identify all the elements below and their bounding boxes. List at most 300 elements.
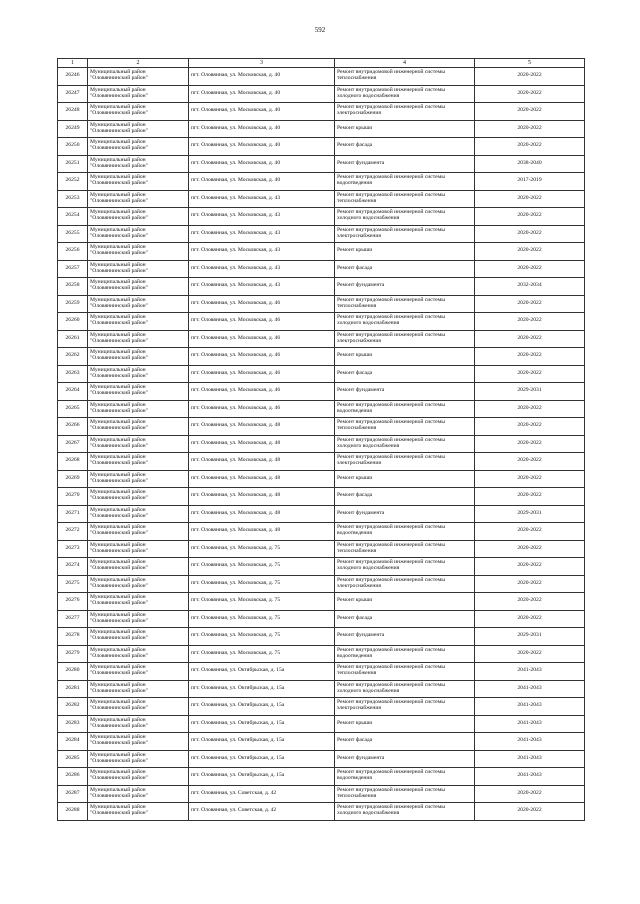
municipality-line-2: "Оловяннинский район" [90, 442, 148, 449]
municipality-cell [88, 540, 189, 558]
municipality-line-2: "Оловяннинский район" [90, 740, 148, 747]
header-col-4: 4 [335, 59, 475, 68]
municipality-line-1: Муниципальный район [90, 279, 146, 286]
municipality-cell [88, 488, 189, 506]
period-cell: 2020-2022 [475, 138, 585, 156]
municipality-line-1: Муниципальный район [90, 594, 146, 601]
row-number: 26269 [58, 470, 88, 488]
work-type-cell [335, 750, 475, 768]
address-cell: пгт. Оловянная, ул. Московская, д. 40 [189, 103, 335, 121]
period-cell: 2020-2022 [475, 243, 585, 261]
header-col-1: 1 [58, 59, 88, 68]
municipality-cell [88, 750, 189, 768]
row-number: 26263 [58, 365, 88, 383]
address-cell: пгт. Оловянная, ул. Московская, д. 48 [189, 488, 335, 506]
municipality-line-1: Муниципальный район [90, 681, 146, 688]
table-row [58, 715, 585, 733]
header-col-3: 3 [189, 59, 335, 68]
municipality-line-2: "Оловяннинский район" [90, 320, 148, 327]
address-cell: пгт. Оловянная, ул. Московская, д. 48 [189, 453, 335, 471]
address-cell: пгт. Оловянная, ул. Московская, д. 75 [189, 628, 335, 646]
row-number: 26250 [58, 138, 88, 156]
address-cell: пгт. Оловянная, ул. Московская, д. 46 [189, 295, 335, 313]
table-row [58, 120, 585, 138]
row-number: 26261 [58, 330, 88, 348]
table-row [58, 348, 585, 366]
address-cell: пгт. Оловянная, ул. Октябрьская, д. 15а [189, 680, 335, 698]
work-type-line-2: холодного водоснабжения [337, 215, 400, 222]
table-row [58, 680, 585, 698]
work-type-line-1: Ремонт крыши [337, 352, 373, 359]
work-type-line-1: Ремонт внутридомовой инженерной системы [337, 296, 445, 303]
municipality-line-2: "Оловяннинский район" [90, 285, 148, 292]
work-type-line-1: Ремонт внутридомовой инженерной системы [337, 419, 445, 426]
period-cell: 2020-2022 [475, 365, 585, 383]
municipality-line-2: "Оловяннинский район" [90, 792, 148, 799]
period-cell: 2041-2043 [475, 715, 585, 733]
work-type-line-1: Ремонт фундамента [337, 509, 385, 516]
municipality-cell [88, 645, 189, 663]
municipality-line-1: Муниципальный район [90, 261, 146, 268]
address-cell: пгт. Оловянная, ул. Московская, д. 48 [189, 435, 335, 453]
work-type-cell [335, 278, 475, 296]
work-type-line-2: электроснабжения [337, 582, 381, 589]
municipality-line-2: "Оловяннинский район" [90, 425, 148, 432]
municipality-line-1: Муниципальный район [90, 471, 146, 478]
municipality-line-1: Муниципальный район [90, 349, 146, 356]
work-type-line-2: теплоснабжения [337, 302, 377, 309]
address-cell: пгт. Оловянная, ул. Московская, д. 43 [189, 208, 335, 226]
address-cell: пгт. Оловянная, ул. Московская, д. 40 [189, 173, 335, 191]
municipality-line-2: "Оловяннинский район" [90, 162, 148, 169]
work-type-cell [335, 383, 475, 401]
municipality-line-1: Муниципальный район [90, 611, 146, 618]
table-row [58, 453, 585, 471]
period-cell: 2020-2022 [475, 593, 585, 611]
work-type-cell [335, 505, 475, 523]
municipality-line-2: "Оловяннинский район" [90, 670, 148, 677]
table-row [58, 733, 585, 751]
work-type-cell [335, 575, 475, 593]
municipality-line-1: Муниципальный район [90, 384, 146, 391]
period-cell: 2020-2022 [475, 313, 585, 331]
municipality-cell [88, 558, 189, 576]
row-number: 26273 [58, 540, 88, 558]
municipality-line-1: Муниципальный район [90, 86, 146, 93]
row-number: 26271 [58, 505, 88, 523]
table-row [58, 330, 585, 348]
address-cell: пгт. Оловянная, ул. Московская, д. 75 [189, 593, 335, 611]
table-row [58, 610, 585, 628]
municipality-line-1: Муниципальный район [90, 524, 146, 531]
work-type-cell [335, 365, 475, 383]
row-number: 26281 [58, 680, 88, 698]
municipality-line-1: Муниципальный район [90, 436, 146, 443]
work-type-line-2: водоотведения [337, 407, 372, 414]
municipality-cell [88, 715, 189, 733]
row-number: 26285 [58, 750, 88, 768]
work-type-cell [335, 663, 475, 681]
work-type-cell [335, 313, 475, 331]
row-number: 26274 [58, 558, 88, 576]
period-cell: 2020-2022 [475, 785, 585, 803]
municipality-line-2: "Оловяннинский район" [90, 810, 148, 817]
municipality-line-1: Муниципальный район [90, 454, 146, 461]
municipality-cell [88, 138, 189, 156]
work-type-line-1: Ремонт внутридомовой инженерной системы [337, 454, 445, 461]
table-row [58, 103, 585, 121]
work-type-line-1: Ремонт фасада [337, 492, 373, 499]
period-cell: 2020-2022 [475, 208, 585, 226]
work-type-line-1: Ремонт внутридомовой инженерной системы [337, 681, 445, 688]
municipality-line-2: "Оловяннинский район" [90, 372, 148, 379]
municipality-line-1: Муниципальный район [90, 156, 146, 163]
work-type-line-1: Ремонт внутридомовой инженерной системы [337, 541, 445, 548]
row-number: 26258 [58, 278, 88, 296]
table-row [58, 208, 585, 226]
municipality-line-2: "Оловяннинский район" [90, 757, 148, 764]
period-cell: 2020-2022 [475, 523, 585, 541]
municipality-line-2: "Оловяннинский район" [90, 92, 148, 99]
table-row [58, 260, 585, 278]
work-type-cell [335, 453, 475, 471]
table-body [58, 68, 585, 821]
row-number: 26288 [58, 803, 88, 821]
municipality-line-2: "Оловяннинский район" [90, 407, 148, 414]
municipality-line-1: Муниципальный район [90, 769, 146, 776]
address-cell: пгт. Оловянная, ул. Московская, д. 43 [189, 243, 335, 261]
row-number: 26283 [58, 715, 88, 733]
municipality-cell [88, 610, 189, 628]
work-type-cell [335, 85, 475, 103]
capital-repair-table [57, 58, 585, 821]
work-type-line-1: Ремонт фасада [337, 737, 373, 744]
municipality-line-1: Муниципальный район [90, 121, 146, 128]
municipality-line-2: "Оловяннинский район" [90, 215, 148, 222]
work-type-cell [335, 225, 475, 243]
table-row [58, 400, 585, 418]
work-type-cell [335, 733, 475, 751]
municipality-line-1: Муниципальный район [90, 489, 146, 496]
address-cell: пгт. Оловянная, ул. Октябрьская, д. 15а [189, 715, 335, 733]
municipality-cell [88, 663, 189, 681]
address-cell: пгт. Оловянная, ул. Московская, д. 46 [189, 330, 335, 348]
period-cell: 2020-2022 [475, 470, 585, 488]
period-cell: 2020-2022 [475, 85, 585, 103]
municipality-cell [88, 225, 189, 243]
address-cell: пгт. Оловянная, ул. Октябрьская, д. 15а [189, 663, 335, 681]
work-type-cell [335, 540, 475, 558]
work-type-line-2: водоотведения [337, 530, 372, 537]
municipality-line-2: "Оловяннинский район" [90, 512, 148, 519]
municipality-cell [88, 365, 189, 383]
work-type-cell [335, 103, 475, 121]
row-number: 26279 [58, 645, 88, 663]
period-cell: 2041-2043 [475, 698, 585, 716]
table-row [58, 803, 585, 821]
municipality-line-2: "Оловяннинский район" [90, 390, 148, 397]
address-cell: пгт. Оловянная, ул. Московская, д. 40 [189, 68, 335, 86]
row-number: 26246 [58, 68, 88, 86]
period-cell: 2020-2022 [475, 260, 585, 278]
table-row [58, 225, 585, 243]
period-cell: 2029-2031 [475, 628, 585, 646]
period-cell: 2029-2031 [475, 383, 585, 401]
address-cell: пгт. Оловянная, ул. Московская, д. 75 [189, 575, 335, 593]
municipality-line-1: Муниципальный район [90, 174, 146, 181]
table-row [58, 593, 585, 611]
table-row [58, 313, 585, 331]
work-type-line-2: водоотведения [337, 652, 372, 659]
address-cell: пгт. Оловянная, ул. Московская, д. 43 [189, 260, 335, 278]
municipality-cell [88, 435, 189, 453]
municipality-line-1: Муниципальный район [90, 716, 146, 723]
municipality-cell [88, 173, 189, 191]
row-number: 26257 [58, 260, 88, 278]
municipality-line-1: Муниципальный район [90, 296, 146, 303]
work-type-line-1: Ремонт крыши [337, 474, 373, 481]
work-type-line-2: холодного водоснабжения [337, 687, 400, 694]
municipality-line-2: "Оловяннинский район" [90, 180, 148, 187]
municipality-cell [88, 155, 189, 173]
municipality-line-2: "Оловяннинский район" [90, 75, 148, 82]
row-number: 26254 [58, 208, 88, 226]
work-type-line-2: теплоснабжения [337, 197, 377, 204]
municipality-line-1: Муниципальный район [90, 69, 146, 76]
municipality-line-1: Муниципальный район [90, 401, 146, 408]
municipality-line-2: "Оловяннинский район" [90, 250, 148, 257]
work-type-cell [335, 418, 475, 436]
work-type-cell [335, 260, 475, 278]
municipality-line-2: "Оловяннинский район" [90, 355, 148, 362]
row-number: 26280 [58, 663, 88, 681]
period-cell: 2020-2022 [475, 488, 585, 506]
municipality-line-2: "Оловяннинский район" [90, 705, 148, 712]
period-cell: 2020-2022 [475, 803, 585, 821]
work-type-line-1: Ремонт внутридомовой инженерной системы [337, 226, 445, 233]
table-row [58, 155, 585, 173]
work-type-line-1: Ремонт внутридомовой инженерной системы [337, 104, 445, 111]
work-type-line-1: Ремонт внутридомовой инженерной системы [337, 576, 445, 583]
row-number: 26276 [58, 593, 88, 611]
work-type-cell [335, 698, 475, 716]
municipality-cell [88, 785, 189, 803]
municipality-line-2: "Оловяннинский район" [90, 565, 148, 572]
row-number: 26265 [58, 400, 88, 418]
row-number: 26268 [58, 453, 88, 471]
period-cell: 2032-2034 [475, 278, 585, 296]
address-cell: пгт. Оловянная, ул. Московская, д. 40 [189, 120, 335, 138]
work-type-line-1: Ремонт фундамента [337, 632, 385, 639]
work-type-line-2: электроснабжения [337, 232, 381, 239]
municipality-line-2: "Оловяннинский район" [90, 687, 148, 694]
municipality-cell [88, 803, 189, 821]
municipality-line-1: Муниципальный район [90, 646, 146, 653]
address-cell: пгт. Оловянная, ул. Московская, д. 48 [189, 470, 335, 488]
work-type-cell [335, 523, 475, 541]
table-row [58, 558, 585, 576]
period-cell: 2020-2022 [475, 453, 585, 471]
work-type-line-1: Ремонт внутридомовой инженерной системы [337, 646, 445, 653]
address-cell: пгт. Оловянная, ул. Московская, д. 75 [189, 558, 335, 576]
municipality-line-2: "Оловяннинский район" [90, 652, 148, 659]
work-type-line-1: Ремонт внутридомовой инженерной системы [337, 314, 445, 321]
municipality-line-2: "Оловяннинский район" [90, 617, 148, 624]
municipality-line-2: "Оловяннинский район" [90, 460, 148, 467]
period-cell: 2020-2022 [475, 575, 585, 593]
period-cell: 2041-2043 [475, 768, 585, 786]
work-type-cell [335, 558, 475, 576]
work-type-line-1: Ремонт внутридомовой инженерной системы [337, 804, 445, 811]
work-type-cell [335, 593, 475, 611]
row-number: 26282 [58, 698, 88, 716]
municipality-line-2: "Оловяннинский район" [90, 547, 148, 554]
work-type-line-1: Ремонт внутридомовой инженерной системы [337, 436, 445, 443]
table-row [58, 663, 585, 681]
municipality-line-2: "Оловяннинский район" [90, 635, 148, 642]
row-number: 26247 [58, 85, 88, 103]
municipality-cell [88, 400, 189, 418]
period-cell: 2020-2022 [475, 330, 585, 348]
municipality-line-1: Муниципальный район [90, 139, 146, 146]
address-cell: пгт. Оловянная, ул. Московская, д. 48 [189, 523, 335, 541]
municipality-line-2: "Оловяннинский район" [90, 495, 148, 502]
table-row [58, 505, 585, 523]
municipality-line-1: Муниципальный район [90, 541, 146, 548]
work-type-line-2: холодного водоснабжения [337, 810, 400, 817]
address-cell: пгт. Оловянная, ул. Октябрьская, д. 15а [189, 768, 335, 786]
municipality-line-1: Муниципальный район [90, 751, 146, 758]
row-number: 26267 [58, 435, 88, 453]
row-number: 26256 [58, 243, 88, 261]
table-row [58, 628, 585, 646]
municipality-cell [88, 190, 189, 208]
municipality-line-2: "Оловяннинский район" [90, 127, 148, 134]
work-type-cell [335, 628, 475, 646]
work-type-line-1: Ремонт фасада [337, 142, 373, 149]
work-type-cell [335, 645, 475, 663]
work-type-cell [335, 470, 475, 488]
period-cell: 2041-2043 [475, 680, 585, 698]
municipality-line-2: "Оловяннинский район" [90, 302, 148, 309]
table-row [58, 750, 585, 768]
work-type-cell [335, 68, 475, 86]
municipality-cell [88, 295, 189, 313]
work-type-line-2: электроснабжения [337, 337, 381, 344]
municipality-line-2: "Оловяннинский район" [90, 600, 148, 607]
municipality-line-2: "Оловяннинский район" [90, 530, 148, 537]
municipality-line-2: "Оловяннинский район" [90, 197, 148, 204]
municipality-cell [88, 505, 189, 523]
period-cell: 2020-2022 [475, 645, 585, 663]
address-cell: пгт. Оловянная, ул. Московская, д. 48 [189, 505, 335, 523]
work-type-line-1: Ремонт крыши [337, 247, 373, 254]
period-cell: 2020-2022 [475, 68, 585, 86]
work-type-line-1: Ремонт внутридомовой инженерной системы [337, 401, 445, 408]
municipality-line-1: Муниципальный район [90, 104, 146, 111]
municipality-line-1: Муниципальный район [90, 244, 146, 251]
address-cell: пгт. Оловянная, ул. Московская, д. 48 [189, 418, 335, 436]
work-type-cell [335, 190, 475, 208]
municipality-cell [88, 313, 189, 331]
municipality-line-2: "Оловяннинский район" [90, 232, 148, 239]
address-cell: пгт. Оловянная, ул. Московская, д. 75 [189, 645, 335, 663]
row-number: 26249 [58, 120, 88, 138]
page-number: 592 [314, 26, 326, 34]
period-cell: 2041-2043 [475, 663, 585, 681]
address-cell: пгт. Оловянная, ул. Московская, д. 40 [189, 155, 335, 173]
municipality-cell [88, 68, 189, 86]
work-type-cell [335, 295, 475, 313]
municipality-line-2: "Оловяннинский район" [90, 722, 148, 729]
work-type-line-1: Ремонт внутридомовой инженерной системы [337, 331, 445, 338]
work-type-line-2: электроснабжения [337, 460, 381, 467]
work-type-cell [335, 138, 475, 156]
work-type-line-2: теплоснабжения [337, 547, 377, 554]
work-type-line-1: Ремонт внутридомовой инженерной системы [337, 664, 445, 671]
work-type-line-2: водоотведения [337, 775, 372, 782]
municipality-cell [88, 680, 189, 698]
address-cell: пгт. Оловянная, ул. Московская, д. 43 [189, 278, 335, 296]
municipality-line-1: Муниципальный район [90, 314, 146, 321]
work-type-line-1: Ремонт крыши [337, 719, 373, 726]
table-row [58, 488, 585, 506]
work-type-line-1: Ремонт внутридомовой инженерной системы [337, 86, 445, 93]
work-type-line-1: Ремонт внутридомовой инженерной системы [337, 524, 445, 531]
work-type-cell [335, 348, 475, 366]
municipality-line-1: Муниципальный район [90, 226, 146, 233]
work-type-cell [335, 680, 475, 698]
work-type-line-1: Ремонт внутридомовой инженерной системы [337, 174, 445, 181]
municipality-cell [88, 243, 189, 261]
work-type-cell [335, 610, 475, 628]
address-cell: пгт. Оловянная, ул. Московская, д. 40 [189, 138, 335, 156]
municipality-line-2: "Оловяннинский район" [90, 477, 148, 484]
table-row [58, 295, 585, 313]
municipality-line-1: Муниципальный район [90, 559, 146, 566]
work-type-cell [335, 208, 475, 226]
period-cell: 2020-2022 [475, 400, 585, 418]
address-cell: пгт. Оловянная, ул. Советская, д. 42 [189, 785, 335, 803]
municipality-line-2: "Оловяннинский район" [90, 267, 148, 274]
table-row [58, 190, 585, 208]
work-type-cell [335, 785, 475, 803]
table-row [58, 243, 585, 261]
address-cell: пгт. Оловянная, ул. Советская, д. 42 [189, 803, 335, 821]
table-row [58, 523, 585, 541]
period-cell: 2020-2022 [475, 610, 585, 628]
municipality-cell [88, 103, 189, 121]
period-cell: 2041-2043 [475, 733, 585, 751]
address-cell: пгт. Оловянная, ул. Октябрьская, д. 15а [189, 698, 335, 716]
work-type-cell [335, 330, 475, 348]
municipality-cell [88, 383, 189, 401]
work-type-line-2: холодного водоснабжения [337, 92, 400, 99]
row-number: 26266 [58, 418, 88, 436]
row-number: 26286 [58, 768, 88, 786]
address-cell: пгт. Оловянная, ул. Октябрьская, д. 15а [189, 733, 335, 751]
work-type-cell [335, 435, 475, 453]
header-row [58, 59, 585, 68]
table-row [58, 85, 585, 103]
work-type-line-2: теплоснабжения [337, 670, 377, 677]
row-number: 26278 [58, 628, 88, 646]
municipality-line-1: Муниципальный район [90, 576, 146, 583]
work-type-line-1: Ремонт фундамента [337, 159, 385, 166]
work-type-line-2: теплоснабжения [337, 425, 377, 432]
municipality-cell [88, 278, 189, 296]
table-row [58, 173, 585, 191]
